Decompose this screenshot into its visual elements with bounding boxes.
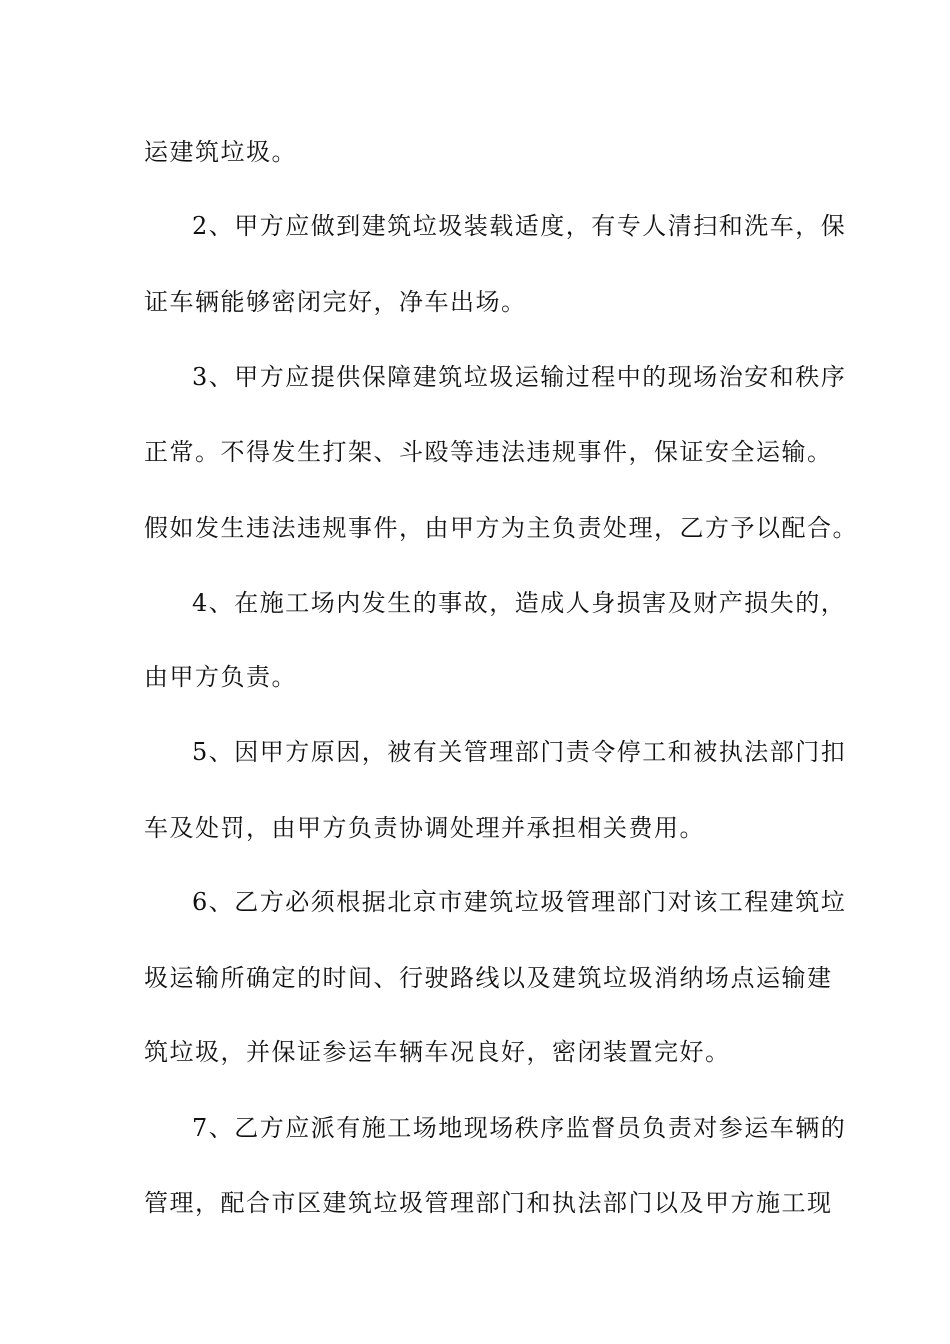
text-line: 假如发生违法违规事件，由甲方为主负责处理，乙方予以配合。 — [144, 514, 858, 542]
text-line: 管理，配合市区建筑垃圾管理部门和执法部门以及甲方施工现 — [144, 1189, 833, 1217]
clause-7-start: 7、乙方应派有施工场地现场秩序监督员负责对参运车辆的 — [192, 1114, 847, 1142]
text-line: 筑垃圾，并保证参运车辆车况良好，密闭装置完好。 — [144, 1038, 731, 1066]
text-line: 证车辆能够密闭完好，净车出场。 — [144, 288, 527, 316]
text-line: 运建筑垃圾。 — [144, 138, 297, 166]
clause-4-start: 4、在施工场内发生的事故，造成人身损害及财产损失的， — [192, 589, 847, 617]
clause-6-start: 6、乙方必须根据北京市建筑垃圾管理部门对该工程建筑垃 — [192, 888, 847, 916]
clause-5-start: 5、因甲方原因，被有关管理部门责令停工和被执法部门扣 — [192, 738, 847, 766]
text-line: 圾运输所确定的时间、行驶路线以及建筑垃圾消纳场点运输建 — [144, 964, 833, 992]
text-line: 由甲方负责。 — [144, 663, 297, 691]
clause-2-start: 2、甲方应做到建筑垃圾装载适度，有专人清扫和洗车，保 — [192, 212, 847, 240]
clause-3-start: 3、甲方应提供保障建筑垃圾运输过程中的现场治安和秩序 — [192, 363, 847, 391]
text-line: 正常。不得发生打架、斗殴等违法违规事件，保证安全运输。 — [144, 438, 833, 466]
text-line: 车及处罚，由甲方负责协调处理并承担相关费用。 — [144, 814, 705, 842]
